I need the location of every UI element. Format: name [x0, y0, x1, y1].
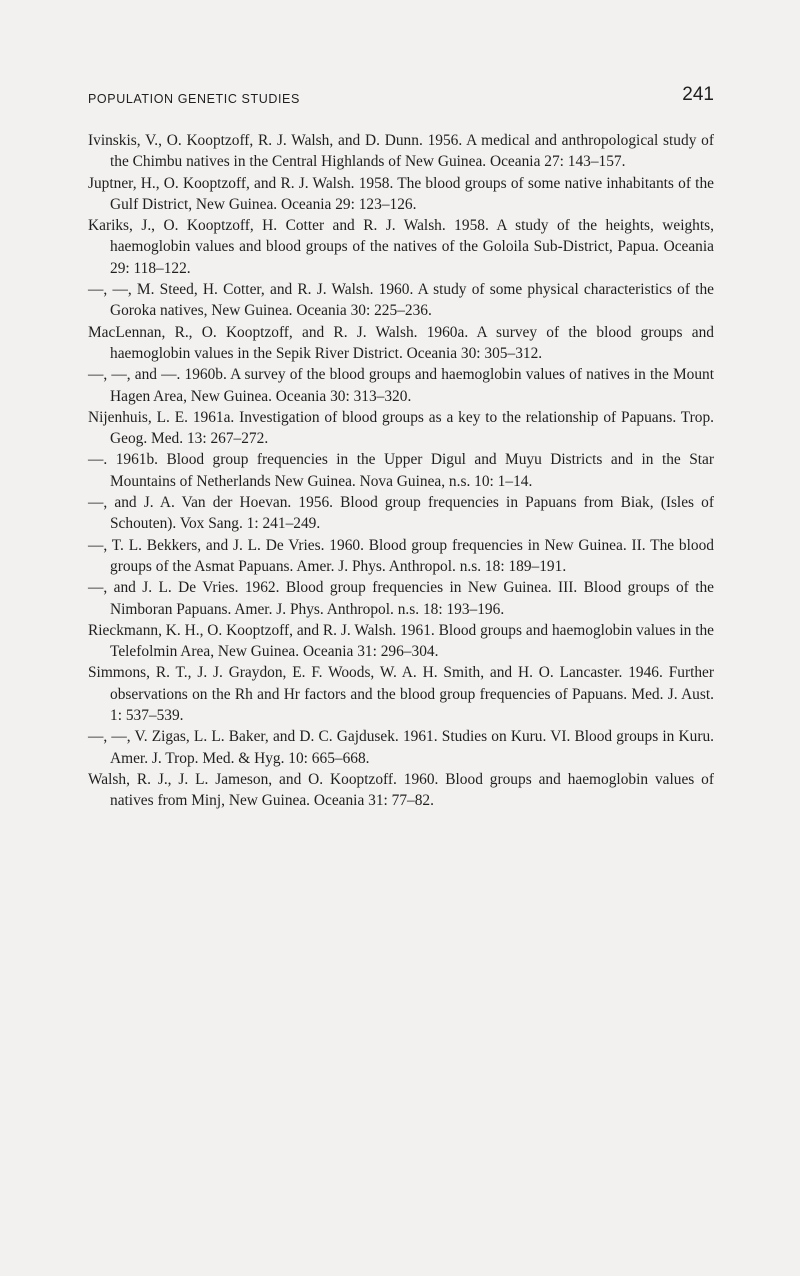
reference-list — [88, 130, 714, 812]
reference-entry: —, —, M. Steed, H. Cotter, and R. J. Walsh. 1960. A study of some physical characteristics of the Goroka natives, New Guinea. Oceania 30: 225–236. — [88, 281, 714, 320]
reference-entry: —, T. L. Bekkers, and J. L. De Vries. 1960. Blood group frequencies in New Guinea. II. The blood groups of the Asmat Papuans. Amer. J. Phys. Anthropol. n.s. 18: 189–191. — [88, 536, 714, 575]
reference-entry: Juptner, H., O. Kooptzoff, and R. J. Walsh. 1958. The blood groups of some native inhabitants of the Gulf District, New Guinea. Oceania 29: 123–126. — [88, 174, 714, 213]
reference-entry: —, and J. L. De Vries. 1962. Blood group frequencies in New Guinea. III. Blood groups of the Nimboran Papuans. Amer. J. Phys. Anthropol. n.s. 18: 193–196. — [88, 579, 714, 618]
page-header — [88, 84, 714, 114]
reference-entry: —. 1961b. Blood group frequencies in the Upper Digul and Muyu Districts and in the Star Mountains of Netherlands New Guinea. Nova Guinea, n.s. 10: 1–14. — [88, 451, 714, 490]
reference-entry: —, and J. A. Van der Hoevan. 1956. Blood group frequencies in Papuans from Biak, (Isles of Schouten). Vox Sang. 1: 241–249. — [88, 494, 714, 533]
reference-entry: Ivinskis, V., O. Kooptzoff, R. J. Walsh, and D. Dunn. 1956. A medical and anthropological study of the Chimbu natives in the Central Highlands of New Guinea. Oceania 27: 143–157. — [88, 132, 714, 171]
reference-entry: MacLennan, R., O. Kooptzoff, and R. J. Walsh. 1960a. A survey of the blood groups and haemoglobin values in the Sepik River District. Oceania 30: 305–312. — [88, 323, 714, 362]
page-number: 241 — [682, 84, 714, 105]
reference-entry: Rieckmann, K. H., O. Kooptzoff, and R. J. Walsh. 1961. Blood groups and haemoglobin values in the Telefolmin Area, New Guinea. Oceania 31: 296–304. — [88, 621, 714, 661]
reference-entry: Simmons, R. T., J. J. Graydon, E. F. Woods, W. A. H. Smith, and H. O. Lancaster. 1946. Further observations on the Rh and Hr factors and the blood group frequencies of Papuans. Med. J. Aust. 1: 537–539. — [88, 664, 714, 725]
book-page — [88, 84, 714, 812]
reference-entry: —, —, and —. 1960b. A survey of the blood groups and haemoglobin values of natives in the Mount Hagen Area, New Guinea. Oceania 30: 313–320. — [88, 366, 714, 405]
reference-entry: Kariks, J., O. Kooptzoff, H. Cotter and R. J. Walsh. 1958. A study of the heights, weights, haemoglobin values and blood groups of the natives of the Goloila Sub-District, Papua. Oceania 29: 118–122. — [88, 217, 714, 277]
reference-entry: —, —, V. Zigas, L. L. Baker, and D. C. Gajdusek. 1961. Studies on Kuru. VI. Blood groups in Kuru. Amer. J. Trop. Med. & Hyg. 10: 665–668. — [88, 728, 714, 767]
running-head: POPULATION GENETIC STUDIES — [88, 92, 300, 106]
reference-entry: Nijenhuis, L. E. 1961a. Investigation of blood groups as a key to the relationship of Papuans. Trop. Geog. Med. 13: 267–272. — [88, 408, 714, 448]
reference-entry: Walsh, R. J., J. L. Jameson, and O. Kooptzoff. 1960. Blood groups and haemoglobin values of natives from Minj, New Guinea. Oceania 31: 77–82. — [88, 770, 714, 810]
